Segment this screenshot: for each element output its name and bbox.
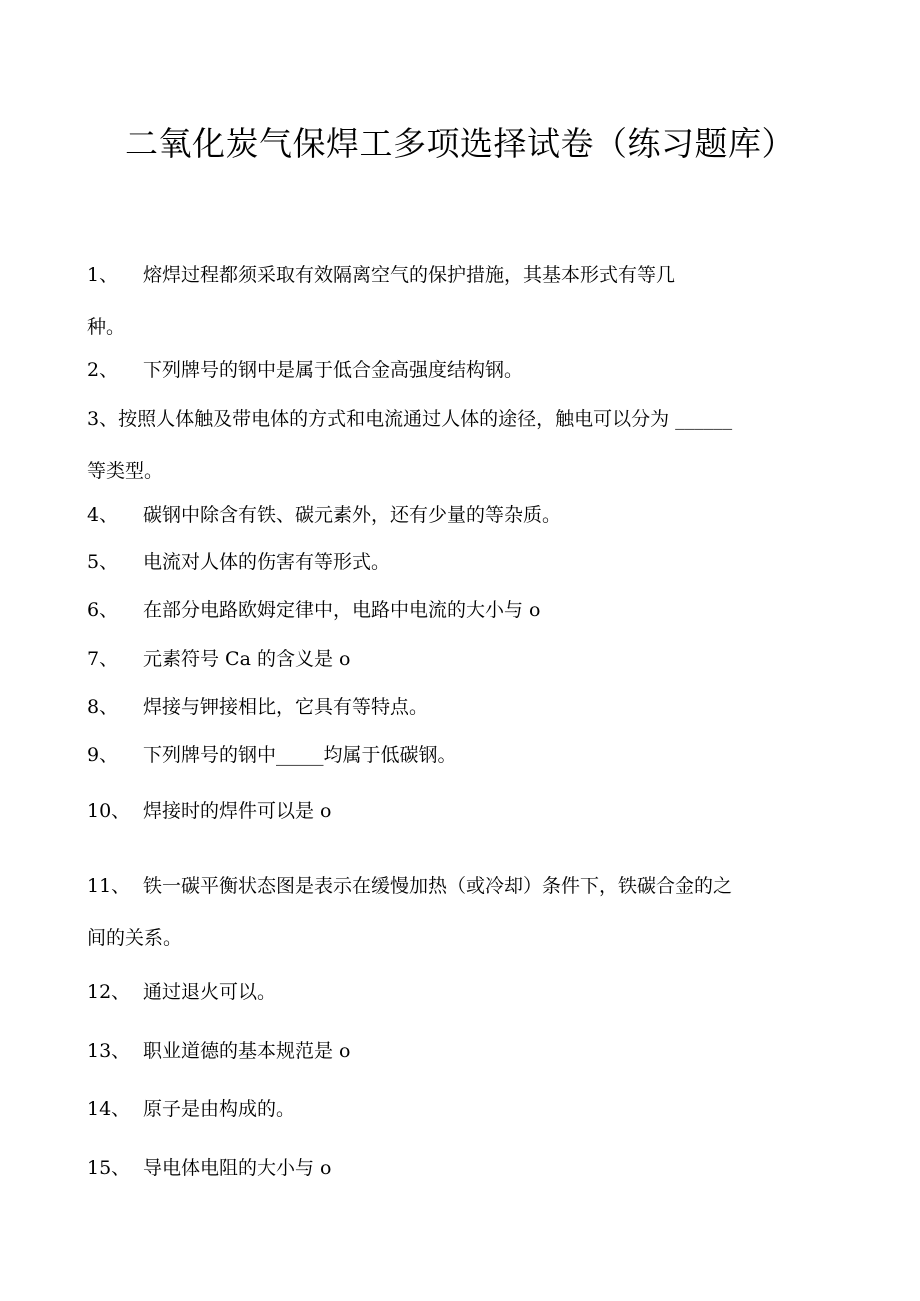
question-item-14 — [87, 1096, 827, 1122]
question-item-11 — [87, 873, 827, 951]
question-text-continued: 等类型。 — [87, 460, 164, 482]
question-text-continued: 间的关系。 — [87, 927, 183, 949]
question-number: 11、 — [87, 875, 131, 897]
question-number: 15、 — [87, 1157, 131, 1179]
question-text: 铁一碳平衡状态图是表示在缓慢加热（或冷却）条件下，铁碳合金的之 — [143, 875, 733, 897]
question-item-12 — [87, 979, 827, 1005]
question-text: 导电体电阻的大小与 o — [143, 1157, 332, 1179]
question-number: 1、 — [87, 264, 119, 286]
question-text: 按照人体触及带电体的方式和电流通过人体的途径，触电可以分为 ______ — [118, 408, 733, 430]
question-number: 8、 — [87, 696, 119, 718]
question-text: 通过退火可以。 — [143, 981, 277, 1003]
question-number: 2、 — [87, 359, 119, 381]
question-text-continued: 种。 — [87, 316, 126, 338]
question-number: 7、 — [87, 648, 119, 670]
question-item-1 — [87, 262, 827, 340]
question-text: 在部分电路欧姆定律中，电路中电流的大小与 o — [143, 599, 541, 621]
question-text: 原子是由构成的。 — [143, 1098, 296, 1120]
question-item-4 — [87, 502, 827, 528]
question-number: 4、 — [87, 504, 119, 526]
question-item-9 — [87, 742, 827, 768]
question-item-2 — [87, 357, 827, 383]
question-text: 熔焊过程都须采取有效隔离空气的保护措施，其基本形式有等几 — [143, 264, 676, 286]
question-number: 12、 — [87, 981, 131, 1003]
question-item-10 — [87, 798, 827, 824]
question-number: 13、 — [87, 1040, 131, 1062]
question-text: 电流对人体的伤害有等形式。 — [143, 551, 391, 573]
question-number: 3、 — [87, 408, 119, 430]
question-number: 6、 — [87, 599, 119, 621]
question-item-13 — [87, 1038, 827, 1064]
question-number: 14、 — [87, 1098, 131, 1120]
question-number: 9、 — [87, 744, 119, 766]
question-item-3 — [87, 406, 827, 484]
question-item-8 — [87, 694, 827, 720]
question-item-5 — [87, 549, 827, 575]
question-text: 焊接时的焊件可以是 o — [143, 800, 332, 822]
question-item-15 — [87, 1155, 827, 1181]
question-text: 元素符号 Ca 的含义是 o — [143, 648, 351, 670]
question-number: 10、 — [87, 800, 131, 822]
question-item-6 — [87, 597, 827, 623]
question-text: 职业道德的基本规范是 o — [143, 1040, 351, 1062]
question-text: 下列牌号的钢中_____均属于低碳钢。 — [143, 744, 457, 766]
document-title: 二氧化炭气保焊工多项选择试卷（练习题库） — [125, 124, 795, 163]
question-text: 焊接与钾接相比，它具有等特点。 — [143, 696, 429, 718]
question-number: 5、 — [87, 551, 119, 573]
question-text: 碳钢中除含有铁、碳元素外，还有少量的等杂质。 — [143, 504, 562, 526]
question-item-7 — [87, 646, 827, 672]
question-text: 下列牌号的钢中是属于低合金高强度结构钢。 — [143, 359, 524, 381]
